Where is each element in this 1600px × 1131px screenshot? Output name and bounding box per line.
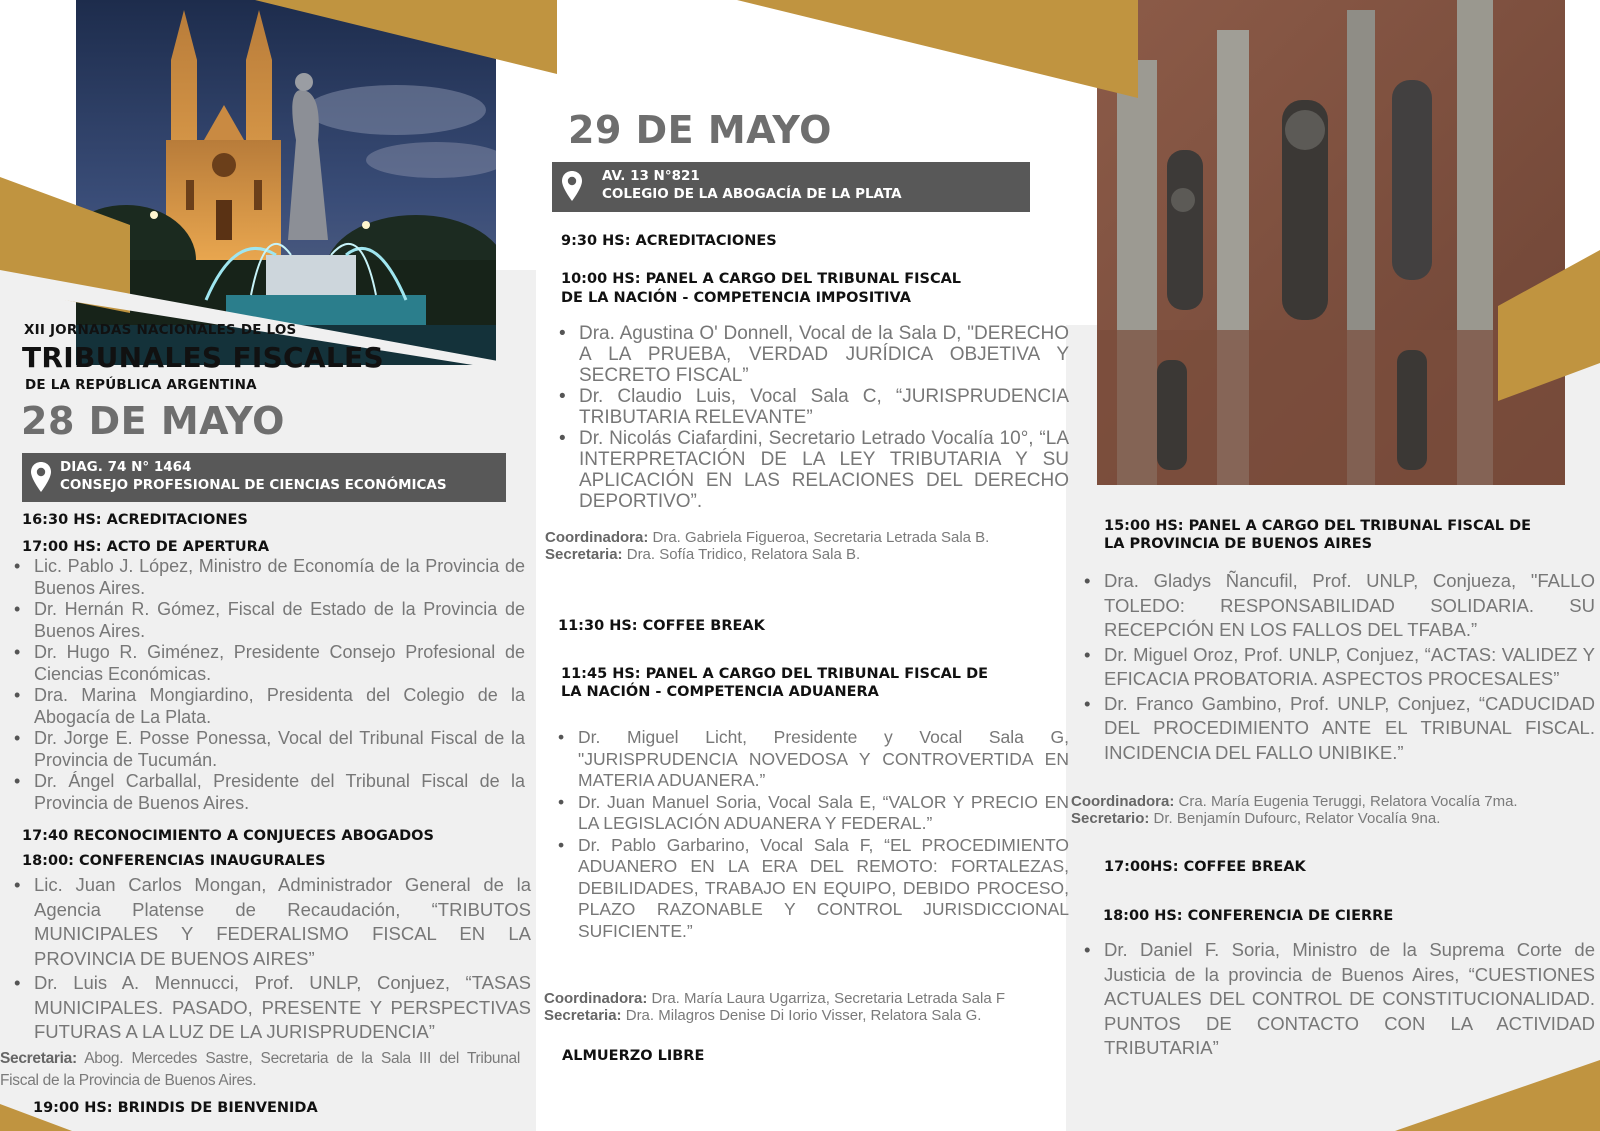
list-item: • Dr. Miguel Oroz, Prof. UNLP, Conjuez, “ACTAS: VALIDEZ Y EFICACIA PROBATORIA. ASPECTOS PROCESALES” xyxy=(1082,643,1595,692)
day1-conferencias: 18:00: CONFERENCIAS INAUGURALES xyxy=(22,853,326,869)
day2-cierre-speakers xyxy=(1070,938,1595,1061)
list-item: • Dr. Pablo Garbarino, Vocal Sala F, “EL PROCEDIMIENTO ADUANERO EN LA ERA DEL REMOTO: FORTALEZAS, DEBILIDADES, TRABAJO EN EQUIPO, DEBIDO PROCESO, PLAZO RAZONABLE Y CONTROL JURISDICCIONAL SUFICIENTE.” xyxy=(556,835,1069,943)
day2-location-line1: AV. 13 N°821 xyxy=(602,168,700,184)
list-item: • Dra. Gladys Ñancufil, Prof. UNLP, Conjueza, "FALLO TOLEDO: RESPONSABILIDAD SOLIDARIA. SU RECEPCIÓN EN LOS FALLOS DEL TFABA.” xyxy=(1082,569,1595,643)
day2-panel2-line1: 11:45 HS: PANEL A CARGO DEL TRIBUNAL FISCAL DE xyxy=(561,666,989,682)
day2-location-bar xyxy=(552,162,1030,212)
day1-location-bar xyxy=(22,453,506,502)
day2-panel3-credits: Coordinadora: Cra. María Eugenia Teruggi, Relatora Vocalía 7ma. Secretario: Dr. Benjamín Dufourc, Relator Vocalía 9na. xyxy=(1071,793,1518,827)
day2-panel2-speakers xyxy=(544,727,1069,942)
day2-panel1-line2: DE LA NACIÓN - COMPETENCIA IMPOSITIVA xyxy=(561,290,911,306)
day2-location-line2: COLEGIO DE LA ABOGACÍA DE LA PLATA xyxy=(602,186,902,202)
list-item: • Lic. Juan Carlos Mongan, Administrador General de la Agencia Platense de Recaudación, “TRIBUTOS MUNICIPALES Y FEDERALISMO FISCAL EN LA PROVINCIA DE BUENOS AIRES” xyxy=(12,873,531,971)
day2-panel2-line2: LA NACIÓN - COMPETENCIA ADUANERA xyxy=(561,684,879,700)
day1-reconocimiento: 17:40 RECONOCIMIENTO A CONJUECES ABOGADOS xyxy=(22,828,434,844)
list-item: • Dr. Franco Gambino, Prof. UNLP, Conjuez, “CADUCIDAD DEL PROCEDIMIENTO ANTE EL TRIBUNAL FISCAL. INCIDENCIA DEL FALLO UNIBIKE.” xyxy=(1082,692,1595,766)
list-item: • Dr. Claudio Luis, Vocal Sala C, “JURISPRUDENCIA TRIBUTARIA RELEVANTE” xyxy=(557,386,1069,428)
list-item: • Dr. Hernán R. Gómez, Fiscal de Estado de la Provincia de Buenos Aires. xyxy=(12,599,525,642)
day2-afternoon-coffee-break: 17:00HS: COFFEE BREAK xyxy=(1104,859,1306,875)
list-item: • Dra. Marina Mongiardino, Presidenta del Colegio de la Abogacía de La Plata. xyxy=(12,685,525,728)
day2-panel1-line1: 10:00 HS: PANEL A CARGO DEL TRIBUNAL FISCAL xyxy=(561,271,962,287)
day1-apertura: 17:00 HS: ACTO DE APERTURA xyxy=(22,539,270,555)
list-item: • Dr. Juan Manuel Soria, Vocal Sala E, “VALOR Y PRECIO EN LA LEGISLACIÓN ADUANERA Y FEDERAL.” xyxy=(556,792,1069,835)
list-item: • Dr. Nicolás Ciafardini, Secretario Letrado Vocalía 10°, “LA INTERPRETACIÓN DE LA LEY TRIBUTARIA Y SU APLICACIÓN EN LAS RELACIONES DEL DERECHO DEPORTIVO”. xyxy=(557,428,1069,512)
list-item: • Lic. Pablo J. López, Ministro de Economía de la Provincia de Buenos Aires. xyxy=(12,556,525,599)
day2-acreditaciones: 9:30 HS: ACREDITACIONES xyxy=(561,233,777,249)
day2-cierre: 18:00 HS: CONFERENCIA DE CIERRE xyxy=(1103,908,1394,924)
event-title-line3: DE LA REPÚBLICA ARGENTINA xyxy=(25,377,257,393)
list-item: • Dr. Miguel Licht, Presidente y Vocal Sala G, "JURISPRUDENCIA NOVEDOSA Y CONTROVERTIDA EN MATERIA ADUANERA.” xyxy=(556,727,1069,792)
day2-panel3-line1: 15:00 HS: PANEL A CARGO DEL TRIBUNAL FISCAL DE xyxy=(1104,518,1532,534)
list-item: • Dr. Ángel Carballal, Presidente del Tribunal Fiscal de la Provincia de Buenos Aires. xyxy=(12,771,525,814)
day1-location-line2: CONSEJO PROFESIONAL DE CIENCIAS ECONÓMICAS xyxy=(60,477,447,493)
day2-coffee-break: 11:30 HS: COFFEE BREAK xyxy=(558,618,765,634)
event-title-line1: XII JORNADAS NACIONALES DE LOS xyxy=(24,322,297,338)
list-item: • Dra. Agustina O' Donnell, Vocal de la Sala D, "DERECHO A LA PRUEBA, VERDAD JURÍDICA OBJETIVA Y SECRETO FISCAL” xyxy=(557,323,1069,386)
map-pin-icon xyxy=(30,461,52,493)
list-item: • Dr. Luis A. Mennucci, Prof. UNLP, Conjuez, “TASAS MUNICIPALES. PASADO, PRESENTE Y PERSPECTIVAS FUTURAS A LA LUZ DE LA JURISPRUDENCIA” xyxy=(12,971,531,1045)
day2-almuerzo: ALMUERZO LIBRE xyxy=(562,1048,705,1064)
list-item: • Dr. Daniel F. Soria, Ministro de la Suprema Corte de Justicia de la provincia de Buenos Aires, “CUESTIONES ACTUALES DEL CONTROL DE CONSTITUCIONALIDAD. PUNTOS DE CONTACTO CON LA ACTIVIDAD TRIBUTARIA” xyxy=(1082,938,1595,1061)
day1-location-line1: DIAG. 74 N° 1464 xyxy=(60,459,192,475)
map-pin-icon xyxy=(561,170,583,202)
day2-panel1-speakers xyxy=(545,323,1069,512)
day1-secretaria: Secretaria: Abog. Mercedes Sastre, Secretaria de la Sala III del Tribunal Fiscal de la Provincia de Buenos Aires. xyxy=(0,1050,520,1089)
day1-acreditaciones: 16:30 HS: ACREDITACIONES xyxy=(22,512,248,528)
day1-date-title: 28 DE MAYO xyxy=(21,399,285,443)
day2-panel1-credits: Coordinadora: Dra. Gabriela Figueroa, Secretaria Letrada Sala B. Secretaria: Dra. Sofía Tridico, Relatora Sala B. xyxy=(545,529,990,563)
day1-apertura-speakers xyxy=(0,556,525,814)
day2-panel2-credits: Coordinadora: Dra. María Laura Ugarriza, Secretaria Letrada Sala F Secretaria: Dra. Milagros Denise Di Iorio Visser, Relatora Sala G. xyxy=(544,990,1005,1024)
list-item: • Dr. Hugo R. Giménez, Presidente Consejo Profesional de Ciencias Económicas. xyxy=(12,642,525,685)
day1-conferencias-speakers xyxy=(0,873,531,1045)
day1-brindis: 19:00 HS: BRINDIS DE BIENVENIDA xyxy=(33,1100,318,1116)
day2-panel3-speakers xyxy=(1070,569,1595,765)
day2-date-title: 29 DE MAYO xyxy=(568,108,832,152)
event-title-main: TRIBUNALES FISCALES xyxy=(22,341,384,374)
day2-panel3-line2: LA PROVINCIA DE BUENOS AIRES xyxy=(1104,536,1373,552)
list-item: • Dr. Jorge E. Posse Ponessa, Vocal del Tribunal Fiscal de la Provincia de Tucumán. xyxy=(12,728,525,771)
